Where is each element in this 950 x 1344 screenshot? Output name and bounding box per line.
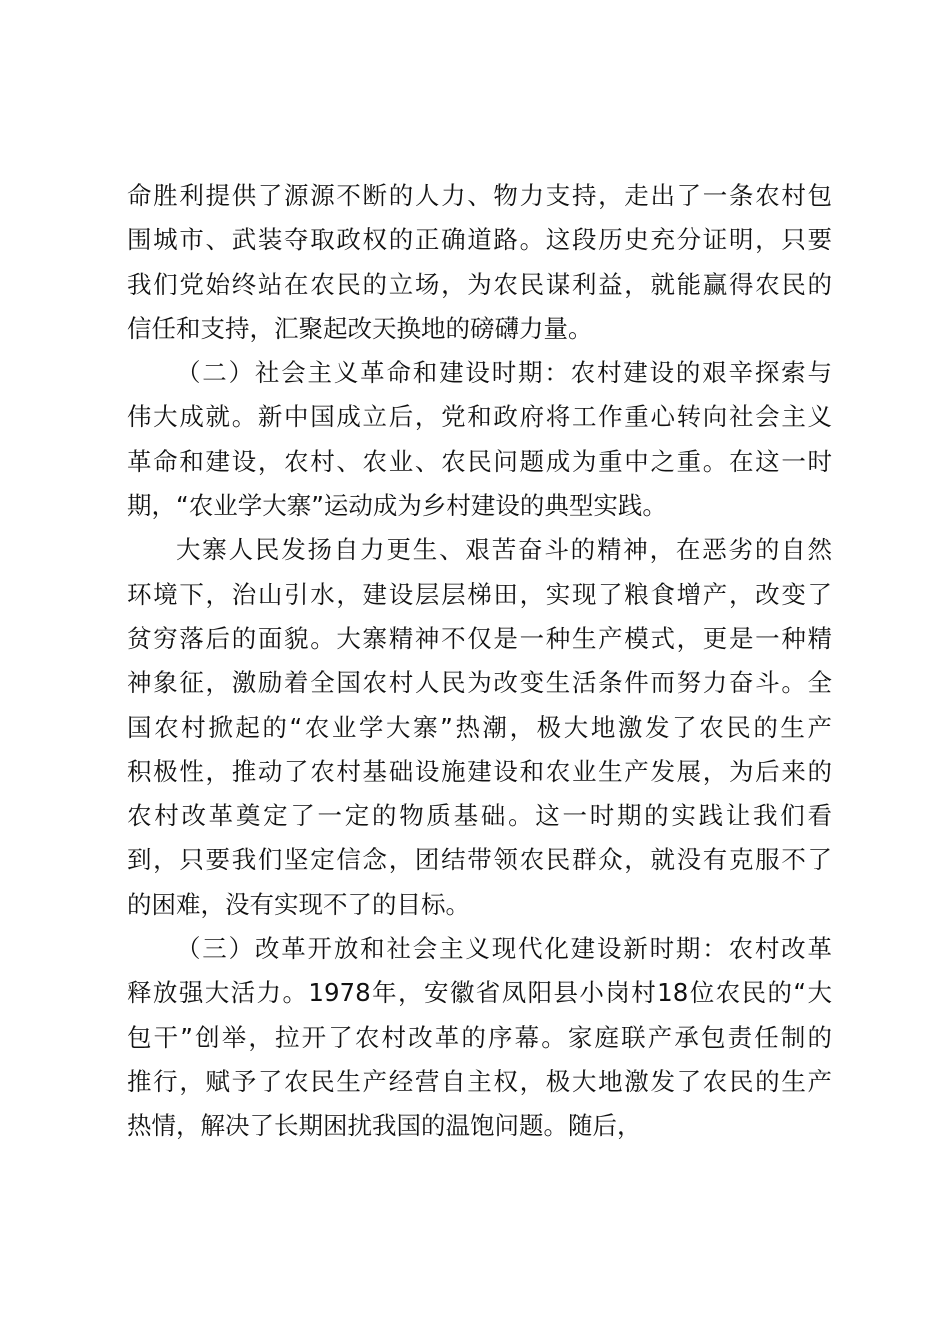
text-line: 的困难，没有实现不了的目标。: [127, 889, 470, 919]
text-line: 推行，赋予了农民生产经营自主权，极大地激发了农民的生产: [127, 1066, 832, 1096]
body-text: [127, 174, 832, 1149]
text-line: 命胜利提供了源源不断的人力、物力支持，走出了一条农村包: [127, 181, 832, 210]
section-heading-line: （三）改革开放和社会主义现代化建设新时期：农村改革: [176, 934, 832, 964]
text-line: 积极性，推动了农村基础设施建设和农业生产发展，为后来的: [127, 756, 832, 786]
text-line: 国农村掀起的“农业学大寨”热潮，极大地激发了农民的生产: [127, 712, 832, 742]
text-line: 革命和建设，农村、农业、农民问题成为重中之重。在这一时: [127, 446, 832, 476]
text-line: 我们党始终站在农民的立场，为农民谋利益，就能赢得农民的: [127, 269, 832, 299]
text-line: 围城市、武装夺取政权的正确道路。这段历史充分证明，只要: [127, 225, 832, 255]
text-line: 大寨人民发扬自力更生、艰苦奋斗的精神，在恶劣的自然: [176, 535, 832, 565]
text-line: 信任和支持，汇聚起改天换地的磅礴力量。: [127, 313, 593, 343]
text-line: 到，只要我们坚定信念，团结带领农民群众，就没有克服不了: [127, 845, 832, 875]
text-line: 释放强大活力。1978年，安徽省凤阳县小岗村18位农民的“大: [127, 978, 832, 1008]
text-line: 农村改革奠定了一定的物质基础。这一时期的实践让我们看: [127, 801, 832, 831]
text-line: 贫穷落后的面貌。大寨精神不仅是一种生产模式，更是一种精: [127, 623, 832, 653]
text-line: 环境下，治山引水，建设层层梯田，实现了粮食增产，改变了: [127, 579, 832, 609]
text-line: 期，“农业学大寨”运动成为乡村建设的典型实践。: [127, 491, 667, 521]
text-line: 伟大成就。新中国成立后，党和政府将工作重心转向社会主义: [127, 402, 832, 432]
text-line: 热情，解决了长期困扰我国的温饱问题。随后，: [127, 1111, 642, 1141]
section-heading-line: （二）社会主义革命和建设时期：农村建设的艰辛探索与: [176, 358, 832, 388]
text-line: 神象征，激励着全国农村人民为改变生活条件而努力奋斗。全: [127, 668, 832, 698]
text-line: 包干”创举，拉开了农村改革的序幕。家庭联产承包责任制的: [127, 1022, 832, 1052]
